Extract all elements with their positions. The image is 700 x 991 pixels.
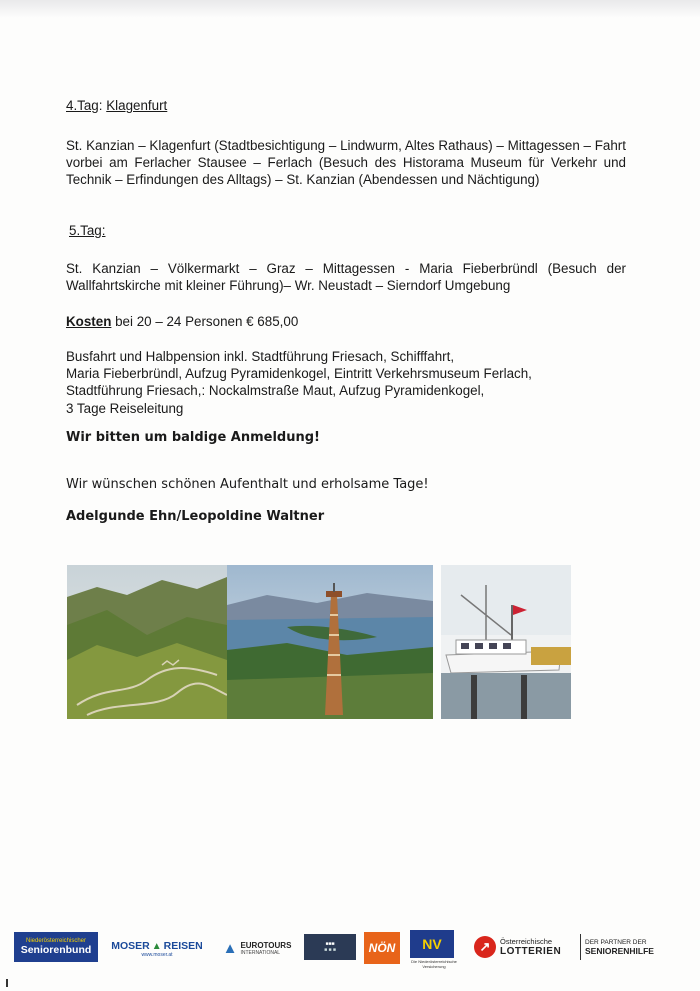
lotterien-icon: ↗ <box>474 936 496 958</box>
non-logo <box>364 932 400 964</box>
lotterien-logo <box>500 934 580 960</box>
moser-text: MOSER <box>111 940 150 952</box>
eurotours-sub: INTERNATIONAL <box>240 949 281 956</box>
day5-heading-text: 5.Tag: <box>69 223 106 238</box>
partner-text: SENIORENHILFE <box>585 945 654 956</box>
seniorenbund-text: Seniorenbund <box>20 944 92 956</box>
costs-label: Kosten <box>66 314 112 329</box>
moser-reisen-logo <box>110 932 204 966</box>
eurotours-mark-icon: ▲ <box>222 939 238 957</box>
photo-schifffahrt <box>441 565 571 719</box>
included-line: Maria Fieberbründl, Aufzug Pyramidenkogel, Eintritt Verkehrsmuseum Ferlach, <box>66 366 532 382</box>
nv-logo <box>410 930 454 958</box>
media-group-mark-icon: ■■■ <box>325 941 335 947</box>
nv-text: NV <box>422 936 442 952</box>
photo-nockalmstrasse <box>67 565 227 719</box>
partner-logo <box>580 934 691 960</box>
eurotours-text: EUROTOURS <box>240 940 292 950</box>
included-line: 3 Tage Reiseleitung <box>66 400 184 416</box>
nv-sub-box <box>404 959 464 969</box>
palm-icon: ▲ <box>151 940 162 952</box>
eurotours-logo <box>216 934 298 962</box>
day4-heading-place: Klagenfurt <box>106 98 168 113</box>
day4-heading <box>66 97 626 114</box>
day5-body: St. Kanzian – Völkermarkt – Graz – Mittagessen - Maria Fieberbründl (Besuch der Wallfahrtskirche mit kleiner Führung)– Wr. Neustadt – Sierndorf Umgebung <box>66 261 626 294</box>
signature: Adelgunde Ehn/Leopoldine Waltner <box>66 509 325 524</box>
seniorenbund-top: Niederösterreichischer <box>25 938 87 944</box>
costs-text: bei 20 – 24 Personen € 685,00 <box>111 314 299 329</box>
scan-shadow <box>0 0 700 18</box>
day5-heading <box>69 222 629 239</box>
costs-line <box>66 313 626 330</box>
day4-body: St. Kanzian – Klagenfurt (Stadtbesichtigung – Lindwurm, Altes Rathaus) – Mittagessen – Fahrt vorbei am Ferlacher Stausee – Ferlach (Besuch des Historama Museum für Verkehr und Technik – Erfindungen des Alltags) – St. Kanzian (Abendessen und Nächtigung) <box>66 138 626 188</box>
media-group-logo <box>304 934 356 960</box>
wish-text: Wir wünschen schönen Aufenthalt und erholsame Tage! <box>66 477 429 492</box>
reisen-text: REISEN <box>163 940 203 952</box>
media-group-sub-icon: ■ ■ ■ <box>324 947 336 953</box>
included-line: Busfahrt und Halbpension inkl. Stadtführung Friesach, Schifffahrt, <box>66 349 455 364</box>
moser-url: www.moser.at <box>141 952 173 958</box>
partner-top: DER PARTNER DER <box>585 938 647 946</box>
registration-request: Wir bitten um baldige Anmeldung! <box>66 430 320 445</box>
lotterien-mark <box>472 934 498 960</box>
included-list <box>66 348 626 417</box>
nv-sub: Die Niederösterreichische Versicherung <box>411 959 457 969</box>
day4-heading-prefix: 4.Tag <box>66 98 99 113</box>
day4-heading-colon: : <box>98 98 103 113</box>
lotterien-top: Österreichische <box>500 937 553 946</box>
included-line: Stadtführung Friesach,: Nockalmstraße Maut, Aufzug Pyramidenkogel, <box>66 383 485 399</box>
non-text: NÖN <box>368 941 396 955</box>
sponsor-footer <box>0 922 700 970</box>
lotterien-text: LOTTERIEN <box>500 946 562 957</box>
seniorenbund-logo <box>14 932 98 962</box>
scan-mark <box>6 979 8 987</box>
photo-pyramidenkogel <box>227 565 433 719</box>
